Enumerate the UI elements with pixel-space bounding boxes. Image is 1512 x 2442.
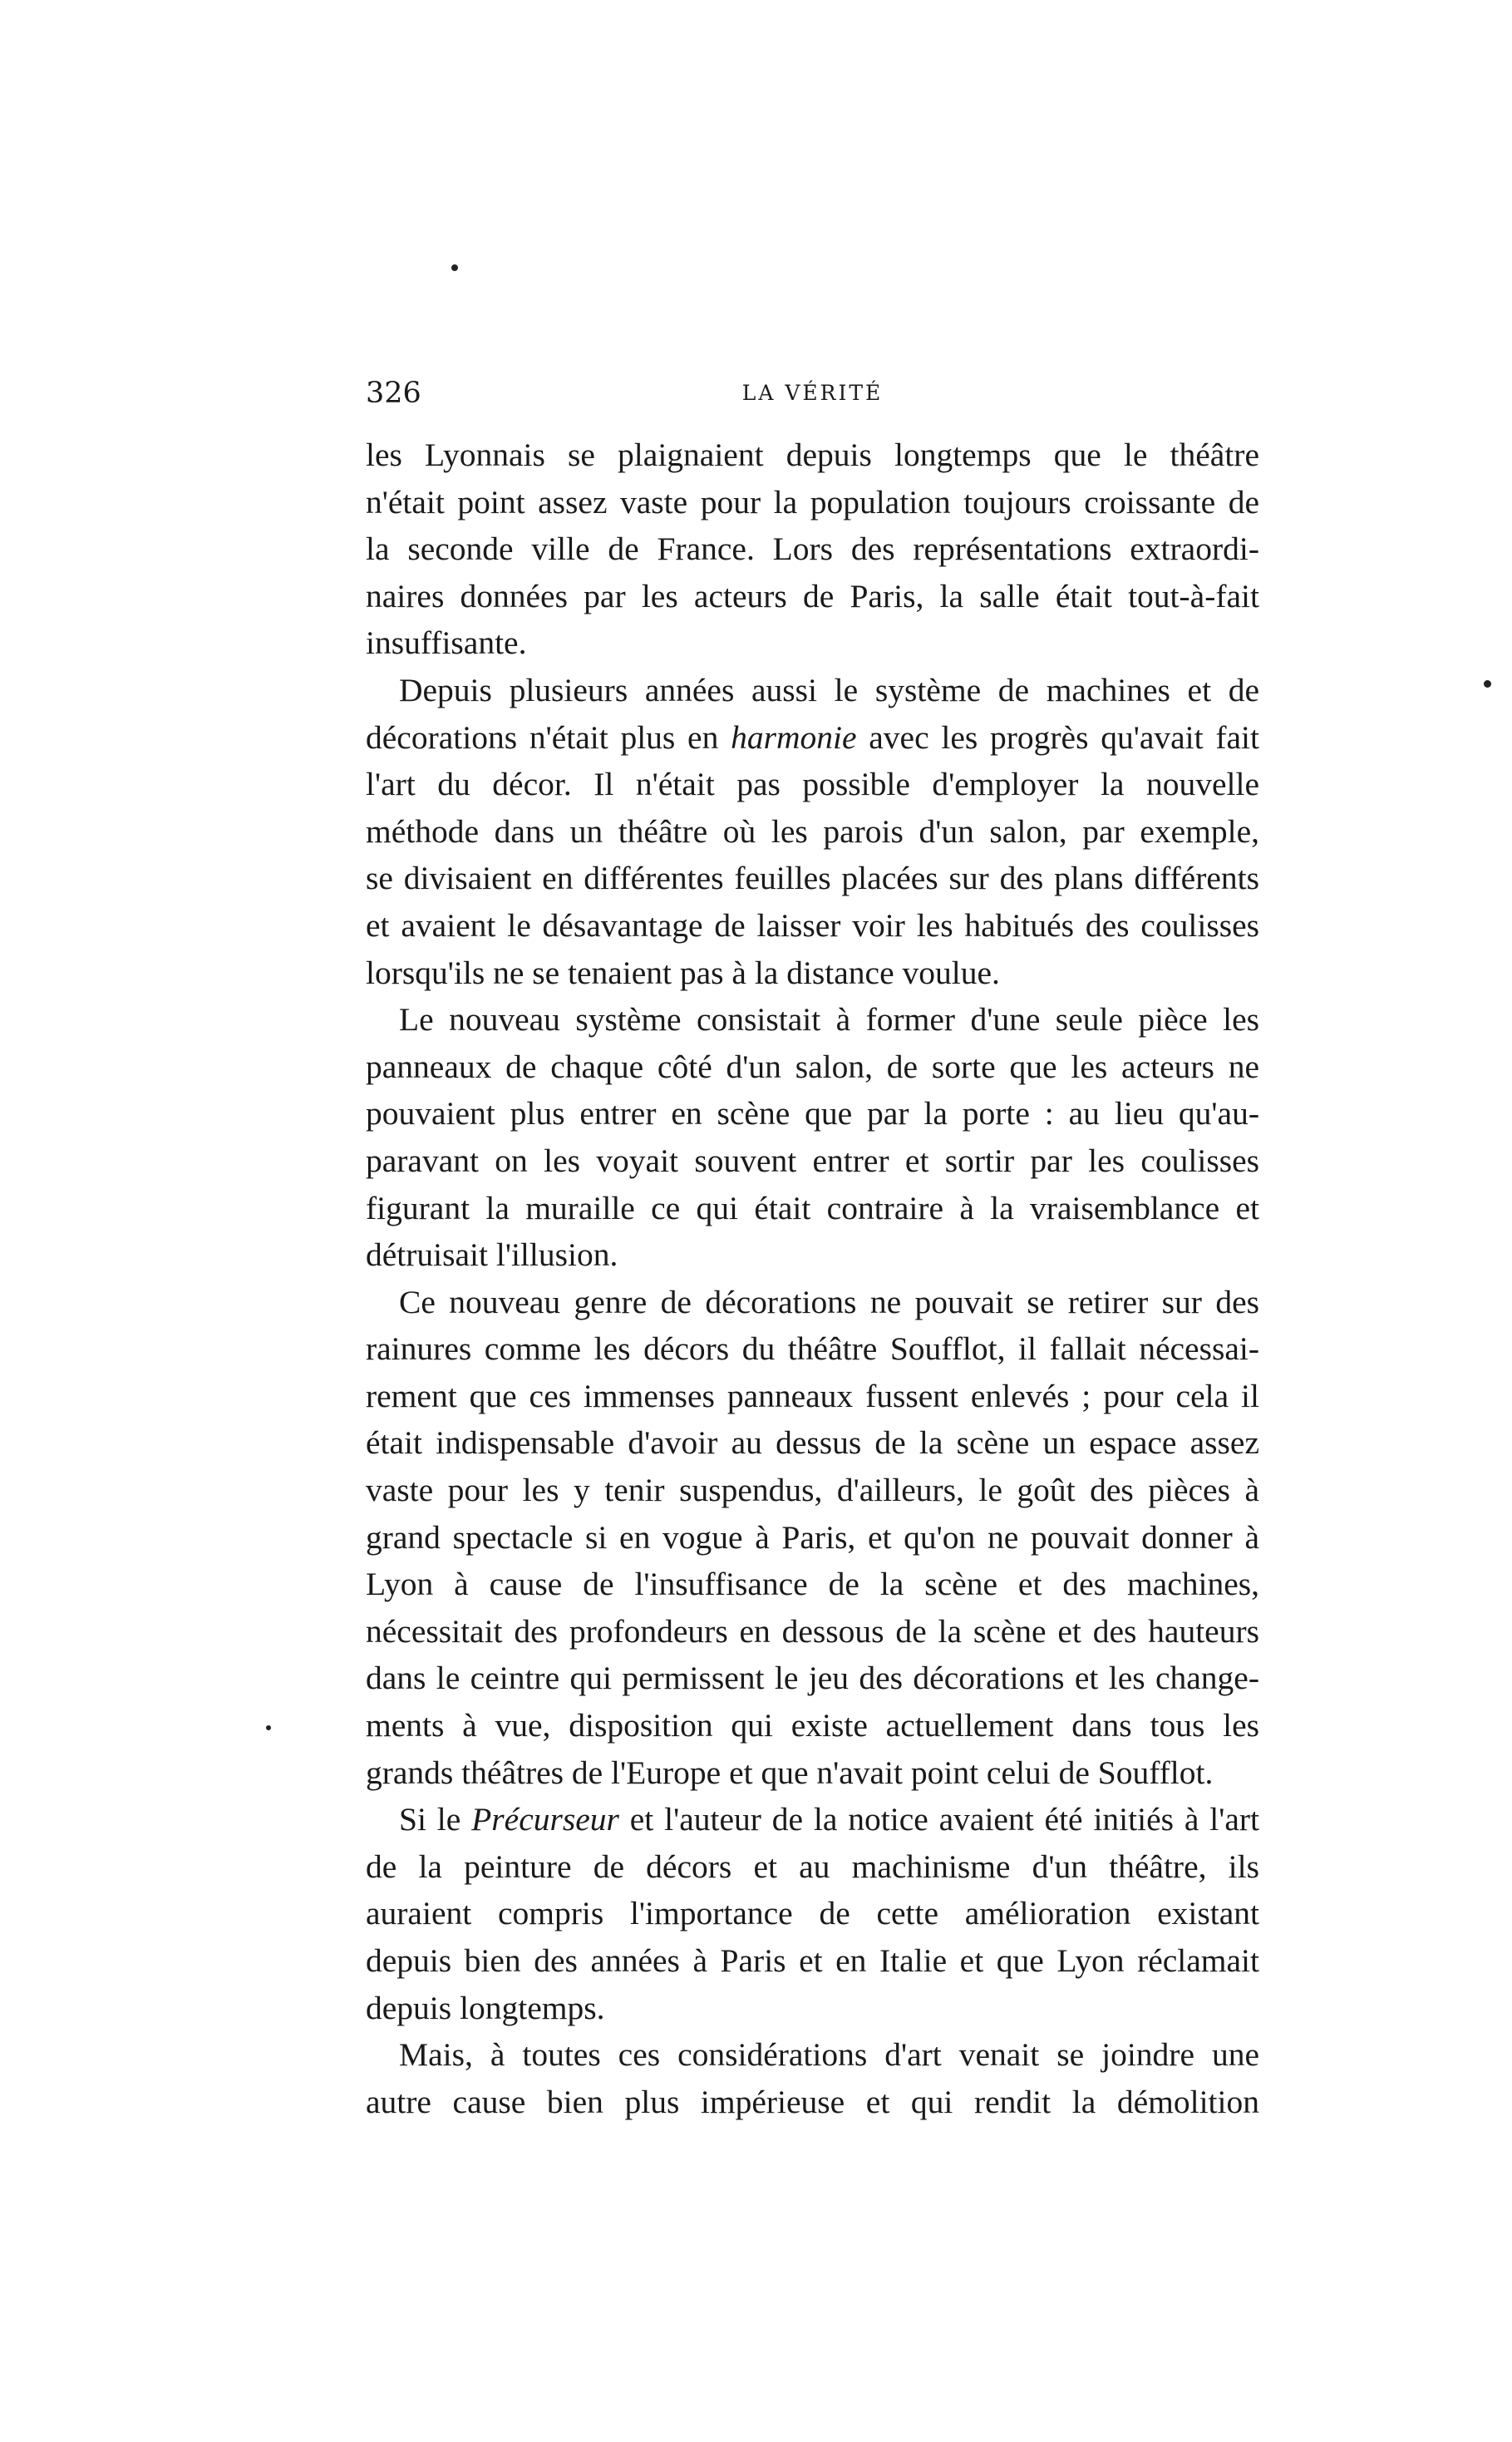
text-line: de la peinture de décors et au machinisme d'un théâtre, ils	[366, 1848, 1259, 1885]
text-line: Ce nouveau genre de décorations ne pouvait se retirer sur des	[399, 1283, 1259, 1320]
text-line: Lyon à cause de l'insuffisance de la scène et des machines,	[366, 1566, 1259, 1603]
text-line: Depuis plusieurs années aussi le système de machines et de	[399, 671, 1259, 708]
text-line: naires données par les acteurs de Paris, la salle était tout-à-fait	[366, 577, 1259, 614]
running-title: LA VÉRITÉ	[741, 381, 884, 405]
text-line: Si le Précurseur et l'auteur de la notice avaient été initiés à l'art	[399, 1801, 1259, 1838]
paragraph	[366, 2031, 1259, 2125]
text-line: décorations n'était plus en harmonie avec les progrès qu'avait fait	[366, 718, 1259, 756]
text-line: n'était point assez vaste pour la population toujours croissante de	[366, 483, 1259, 520]
text-line: Mais, à toutes ces considérations d'art venait se joindre une	[399, 2036, 1259, 2074]
text-line: était indispensable d'avoir au dessus de la scène un espace assez	[366, 1424, 1259, 1462]
text-line: depuis longtemps.	[366, 1989, 605, 2026]
text-line: auraient compris l'importance de cette amélioration existant	[366, 1895, 1259, 1932]
text-line: méthode dans un théâtre où les parois d'un salon, par exemple,	[366, 812, 1259, 850]
text-line: depuis bien des années à Paris et en Italie et que Lyon réclamait	[366, 1942, 1259, 1979]
scan-speck	[451, 264, 458, 271]
text-line: vaste pour les y tenir suspendus, d'ailleurs, le goût des pièces à	[366, 1472, 1259, 1509]
text-line: l'art du décor. Il n'était pas possible d'employer la nouvelle	[366, 766, 1259, 803]
text-line: nécessitait des profondeurs en dessous de la scène et des hauteurs	[366, 1612, 1259, 1650]
text-line: paravant on les voyait souvent entrer et sortir par les coulisses	[366, 1142, 1259, 1179]
paragraph	[366, 432, 1259, 667]
text-line: panneaux de chaque côté d'un salon, de sorte que les acteurs ne	[366, 1048, 1259, 1085]
text-line: se divisaient en différentes feuilles placées sur des plans différents	[366, 860, 1259, 897]
text-line: Le nouveau système consistait à former d'une seule pièce les	[399, 1001, 1259, 1038]
text-line: grands théâtres de l'Europe et que n'avait point celui de Soufflot.	[366, 1754, 1214, 1791]
scan-speck	[1484, 680, 1491, 688]
scan-speck	[266, 1725, 271, 1730]
page-number: 326	[366, 377, 421, 410]
text-line: rement que ces immenses panneaux fussent enlevés ; pour cela il	[366, 1377, 1259, 1414]
paragraph	[366, 1279, 1259, 1797]
text-line: dans le ceintre qui permissent le jeu des décorations et les change-	[366, 1660, 1259, 1697]
body-text	[366, 432, 1259, 2125]
paragraph	[366, 996, 1259, 1279]
text-line: les Lyonnais se plaignaient depuis longtemps que le théâtre	[366, 437, 1259, 473]
text-line: lorsqu'ils ne se tenaient pas à la distance voulue.	[366, 954, 1000, 991]
text-line: ments à vue, disposition qui existe actuellement dans tous les	[366, 1707, 1259, 1744]
paragraph	[366, 1796, 1259, 2031]
text-line: la seconde ville de France. Lors des représentations extraordi-	[366, 530, 1259, 568]
paragraph	[366, 667, 1259, 996]
text-line: pouvaient plus entrer en scène que par la porte : au lieu qu'au-	[366, 1095, 1259, 1132]
text-line: grand spectacle si en vogue à Paris, et qu'on ne pouvait donner à	[366, 1518, 1259, 1556]
text-line: autre cause bien plus impérieuse et qui rendit la démolition	[366, 2083, 1259, 2120]
text-line: rainures comme les décors du théâtre Soufflot, il fallait nécessai-	[366, 1330, 1259, 1368]
text-line: insuffisante.	[366, 624, 527, 662]
text-line: figurant la muraille ce qui était contraire à la vraisemblance et	[366, 1189, 1259, 1226]
text-line: et avaient le désavantage de laisser voir les habitués des coulisses	[366, 906, 1259, 944]
running-head	[366, 372, 1259, 414]
text-line: détruisait l'illusion.	[366, 1236, 618, 1274]
